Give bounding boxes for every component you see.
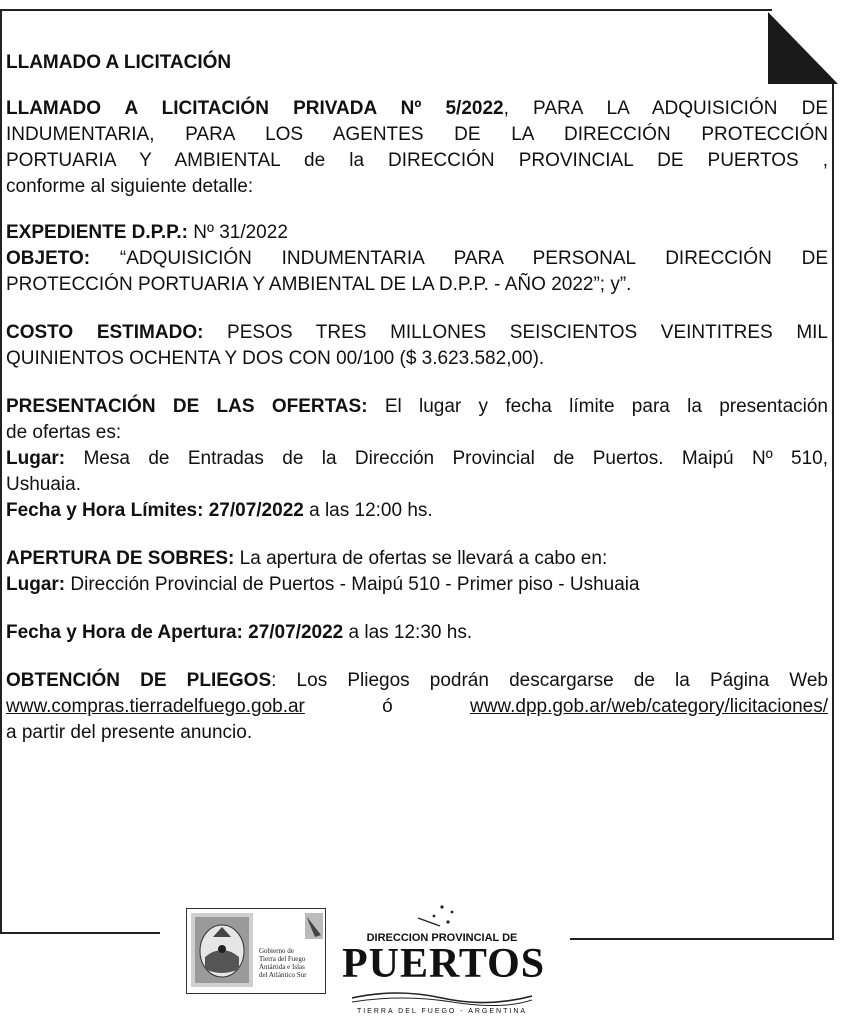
- government-logo: [186, 908, 326, 994]
- wave-icon: [352, 986, 532, 1006]
- map-corner-icon: [305, 913, 323, 939]
- government-text: Gobierno de Tierra del Fuego Antártida e Islas del Atlántico Sur: [259, 947, 307, 979]
- dpp-top-text: DIRECCION PROVINCIAL DE: [366, 932, 518, 944]
- costo-paragraph: COSTO ESTIMADO: PESOS TRES MILLONES SEISCIENTOS VEINTITRES MIL QUINIENTOS OCHENTA Y DOS CON 00/100 ($ 3.623.582,00).: [6, 322, 828, 369]
- dpp-logo: [342, 904, 546, 1020]
- expediente-line: EXPEDIENTE D.P.P.: Nº 31/2022: [6, 222, 288, 243]
- pliegos-paragraph: OBTENCIÓN DE PLIEGOS: Los Pliegos podrán descargarse de la Página Web www.compras.tierradelfuego.gob.ar ó www.dpp.gob.ar/web/category/licitaciones/ a partir del presente anuncio.: [6, 670, 829, 743]
- frame-top-border: [0, 9, 772, 11]
- footer-logos: [186, 904, 546, 1020]
- frame-right-border: [832, 82, 834, 940]
- intro-paragraph: LLAMADO A LICITACIÓN PRIVADA Nº 5/2022, PARA LA ADQUISICIÓN DE INDUMENTARIA, PARA LOS AGENTES DE LA DIRECCIÓN PROTECCIÓN PORTUARIA Y AMBIENTAL de la DIRECCIÓN PROVINCIAL DE PUERTOS , conforme al siguiente detalle:: [6, 98, 829, 197]
- notice-heading: LLAMADO A LICITACIÓN: [6, 52, 232, 73]
- frame-bottom-left-border: [0, 932, 160, 934]
- compras-link[interactable]: www.compras.tierradelfuego.gob.ar: [6, 696, 305, 717]
- southern-cross-stars-icon: [412, 904, 462, 930]
- objeto-paragraph: OBJETO: “ADQUISICIÓN INDUMENTARIA PARA PERSONAL DIRECCIÓN DE PROTECCIÓN PORTUARIA Y AMBIENTAL DE LA D.P.P. - AÑO 2022”; y”.: [6, 248, 828, 295]
- dpp-main-text: PUERTOS: [342, 941, 546, 987]
- provincial-crest-icon: [191, 913, 253, 987]
- dpp-sub-text: TIERRA DEL FUEGO - ARGENTINA: [356, 1008, 528, 1015]
- frame-left-border: [0, 9, 2, 933]
- notice-body: [6, 50, 828, 746]
- dpp-licitaciones-link[interactable]: www.dpp.gob.ar/web/category/licitaciones/: [469, 696, 829, 717]
- frame-bottom-right-border: [570, 938, 834, 940]
- presentacion-paragraph: PRESENTACIÓN DE LAS OFERTAS: El lugar y fecha límite para la presentación de ofertas es: Lugar: Mesa de Entradas de la Dirección Provincial de Puertos. Maipú Nº 510, Ushuaia. Fecha y Hora Límites: 27/07/2022 a las 12:00 hs.: [6, 396, 829, 521]
- licitacion-title: LLAMADO A LICITACIÓN PRIVADA Nº 5/2022: [6, 98, 504, 119]
- apertura-paragraph: APERTURA DE SOBRES: La apertura de ofertas se llevará a cabo en: Lugar: Dirección Provincial de Puertos - Maipú 510 - Primer piso - Ushuaia Fecha y Hora de Apertura: 27/07/2022 a las 12:30 hs.: [6, 548, 640, 643]
